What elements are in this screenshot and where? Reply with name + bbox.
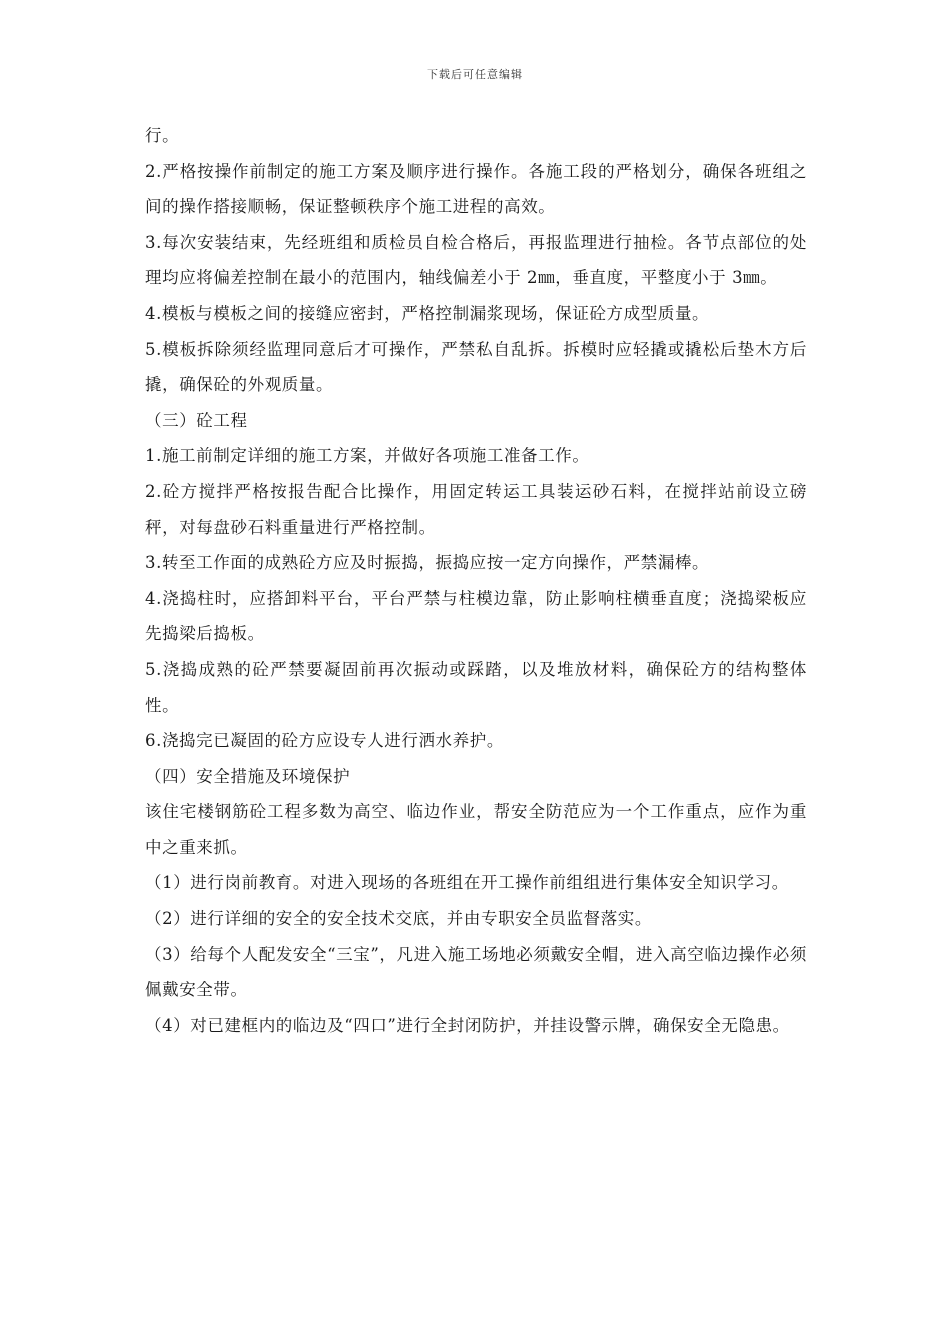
paragraph: （2）进行详细的安全的安全技术交底，并由专职安全员监督落实。 (145, 909, 652, 929)
paragraph: 3.每次安装结束，先经班组和质检员自检合格后，再报监理进行抽检。各节点部位的处理均应将偏差控制在最小的范围内，轴线偏差小于 2㎜，垂直度，平整度小于 3㎜。 (145, 232, 807, 288)
paragraph: （4）对已建框内的临边及“四口”进行全封闭防护，并挂设警示牌，确保安全无隐患。 (145, 1015, 790, 1035)
paragraph: 4.浇捣柱时，应搭卸料平台，平台严禁与柱模边靠，防止影响柱横垂直度；浇捣梁板应先捣梁后捣板。 (145, 588, 807, 644)
paragraph: 2.砼方搅拌严格按报告配合比操作，用固定转运工具装运砂石料，在搅拌站前设立磅秤，对每盘砂石料重量进行严格控制。 (145, 481, 807, 537)
paragraph: （1）进行岗前教育。对进入现场的各班组在开工操作前组组进行集体安全知识学习。 (145, 873, 789, 893)
paragraph: 该住宅楼钢筋砼工程多数为高空、临边作业，帮安全防范应为一个工作重点，应作为重中之重来抓。 (145, 802, 807, 857)
paragraph: 5.浇捣成熟的砼严禁要凝固前再次振动或踩踏，以及堆放材料，确保砼方的结构整体性。 (145, 659, 807, 715)
paragraph: 5.模板拆除须经监理同意后才可操作，严禁私自乱拆。拆模时应轻撬或撬松后垫木方后撬，确保砼的外观质量。 (145, 339, 807, 395)
paragraph: 1.施工前制定详细的施工方案，并做好各项施工准备工作。 (145, 446, 590, 466)
paragraph: 3.转至工作面的成熟砼方应及时振捣，振捣应按一定方向操作，严禁漏棒。 (145, 553, 710, 573)
paragraph: 行。 (145, 126, 180, 145)
section-heading: （三）砼工程 (145, 410, 248, 430)
paragraph: 6.浇捣完已凝固的砼方应设专人进行洒水养护。 (145, 731, 504, 751)
page-header: 下载后可任意编辑 (427, 68, 523, 81)
paragraph: 4.模板与模板之间的接缝应密封，严格控制漏浆现场，保证砼方成型质量。 (145, 303, 710, 323)
section-heading: （四）安全措施及环境保护 (145, 766, 351, 786)
paragraph: 2.严格按操作前制定的施工方案及顺序进行操作。各施工段的严格划分，确保各班组之间的操作搭接顺畅，保证整顿秩序个施工进程的高效。 (145, 161, 807, 217)
document-body (145, 118, 807, 1043)
paragraph: （3）给每个人配发安全“三宝”，凡进入施工场地必须戴安全帽，进入高空临边操作必须佩戴安全带。 (145, 944, 807, 1000)
